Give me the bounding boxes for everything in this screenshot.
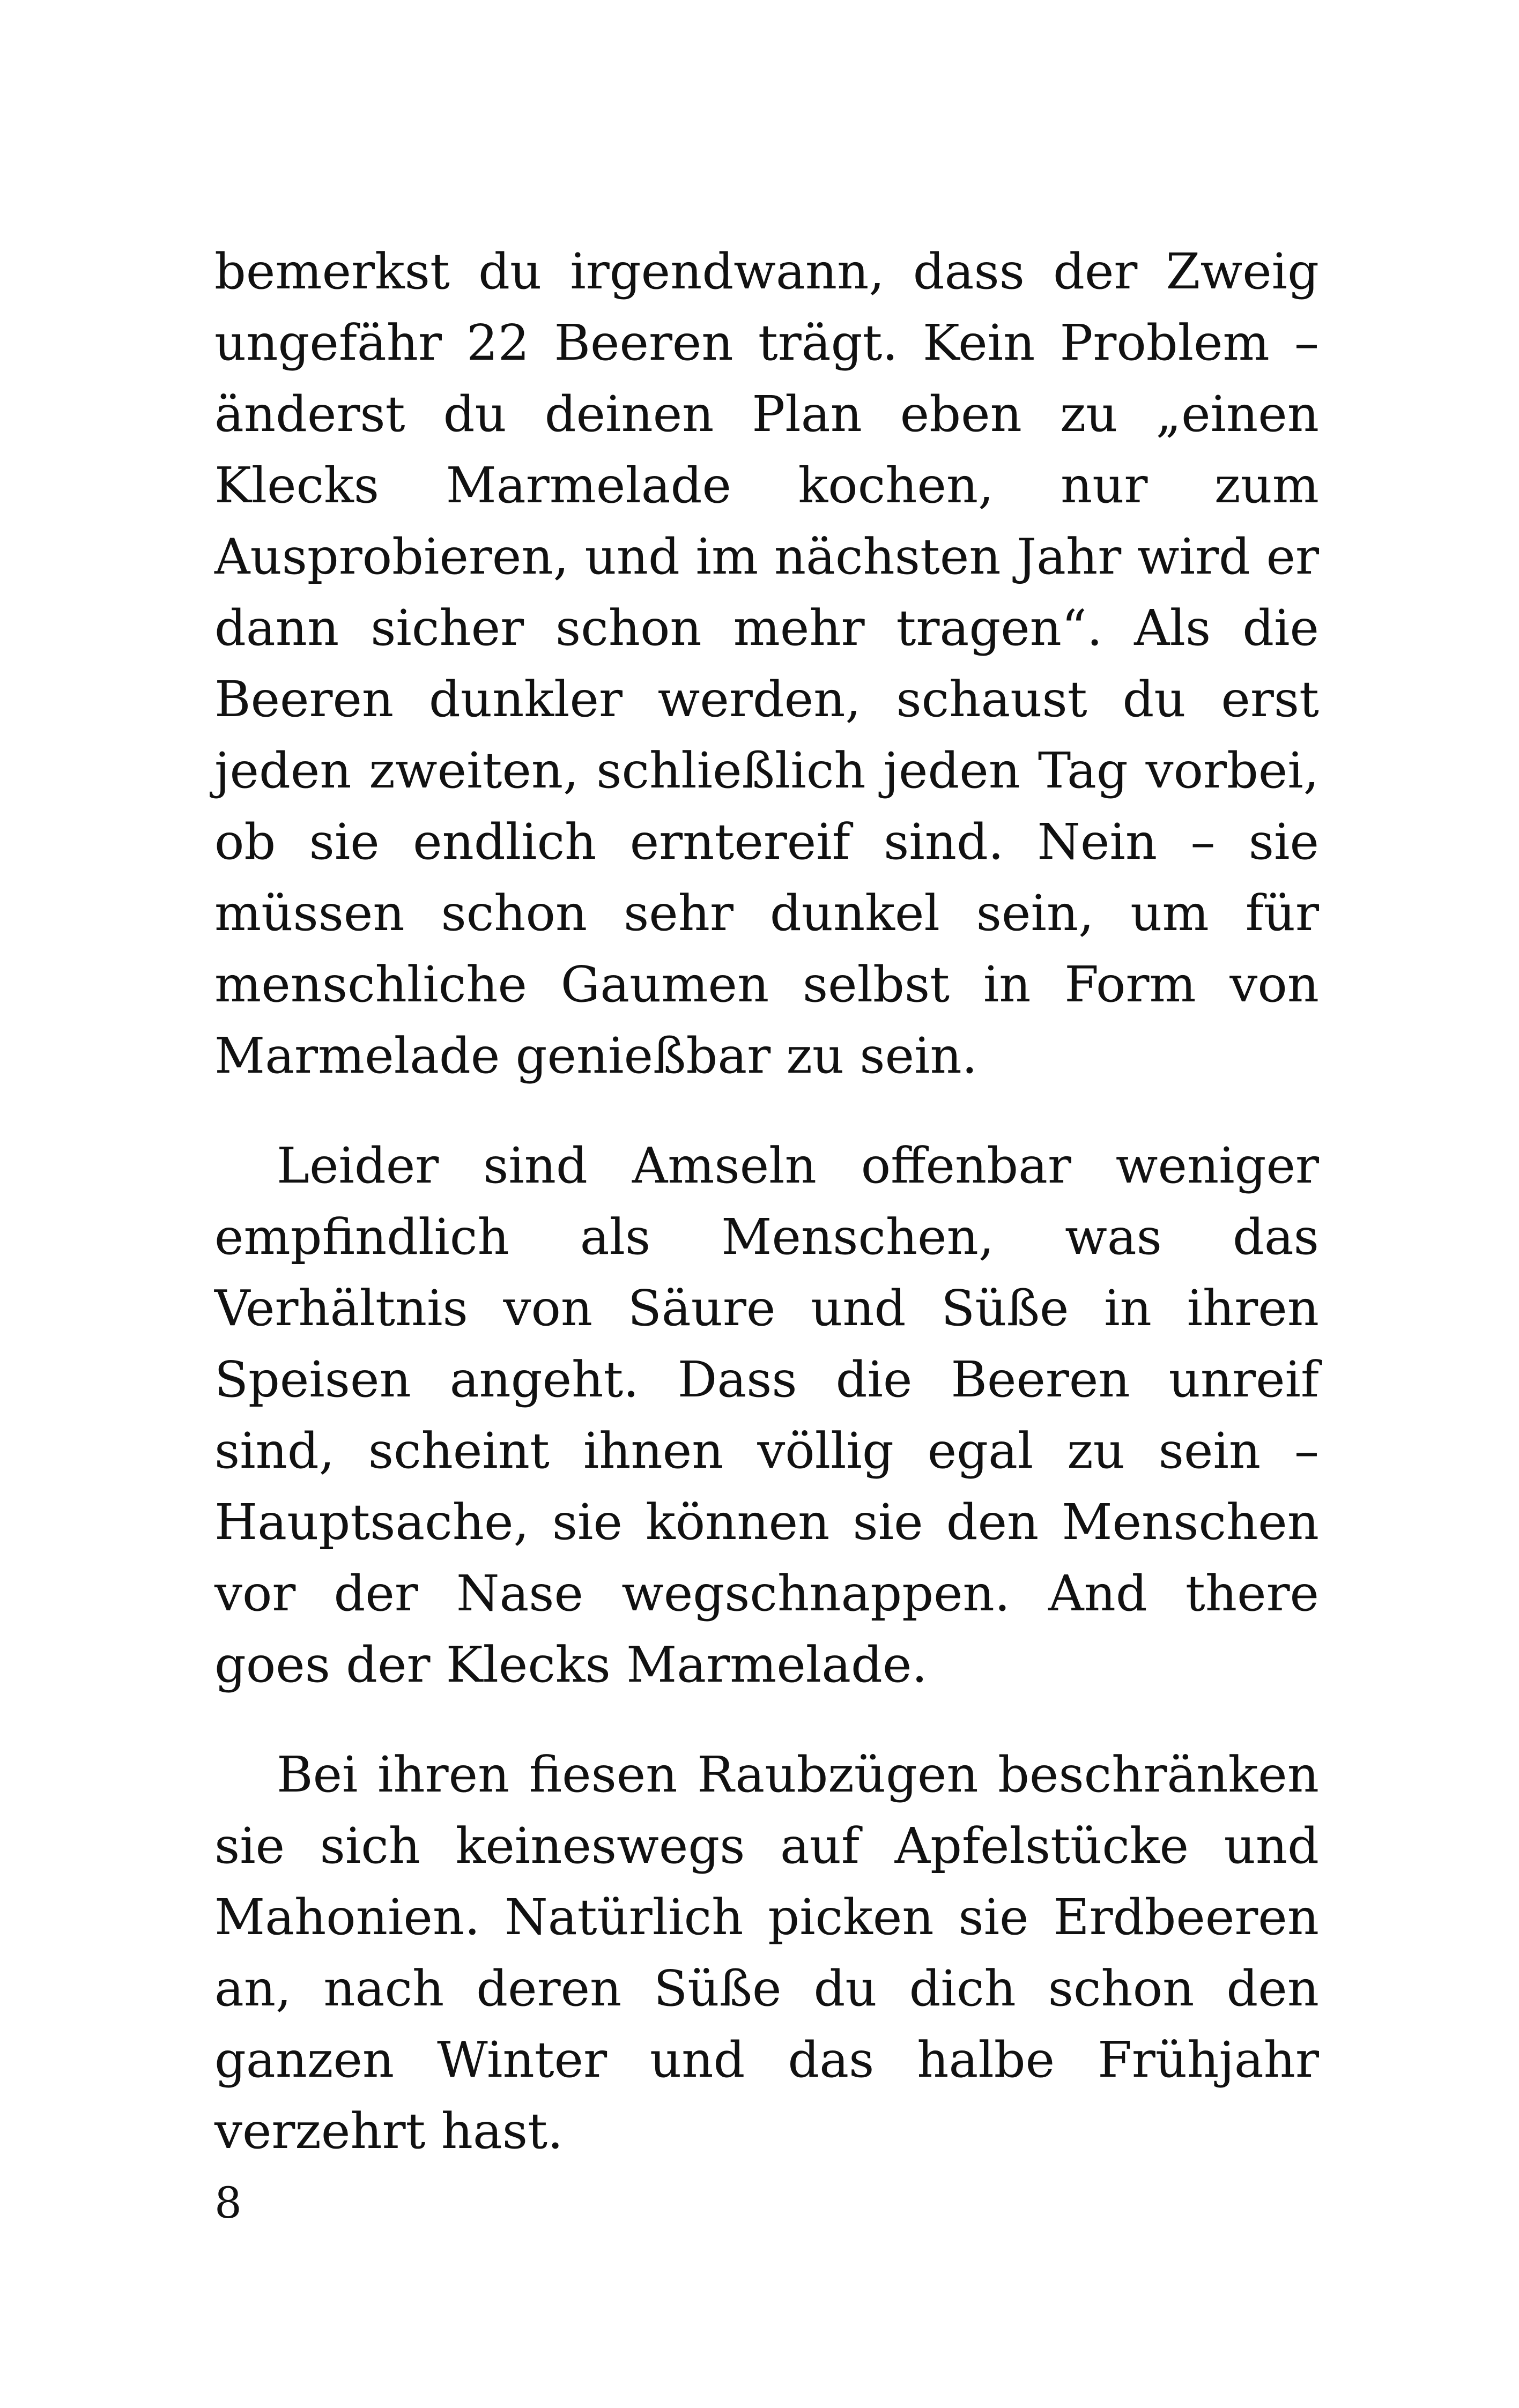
paragraph-1: bemerkst du irgendwann, dass der Zweig ungefähr 22 Beeren trägt. Kein Problem – änderst du deinen Plan eben zu „einen Klecks Marmelade kochen, nur zum Ausprobieren, und im nächsten Jahr wird er dann sicher schon mehr tragen“. Als die Beeren dunkler werden, schaust du erst jeden zweiten, schließlich jeden Tag vorbei, ob sie endlich erntereif sind. Nein – sie müssen schon sehr dunkel sein, um für menschliche Gaumen selbst in Form von Marmelade genießbar zu sein. [214, 243, 1319, 1084]
page-number: 8 [214, 2178, 242, 2228]
paragraph-3: Bei ihren fiesen Raubzügen beschränken sie sich keineswegs auf Apfelstücke und Mahonien. Natürlich picken sie Erdbeeren an, nach deren Süße du dich schon den ganzen Winter und das halbe Frühjahr verzehrt hast. [214, 1746, 1319, 2160]
paragraph-2: Leider sind Amseln offenbar weniger empfindlich als Menschen, was das Verhältnis von Säure und Süße in ihren Speisen angeht. Dass die Beeren unreif sind, scheint ihnen völlig egal zu sein – Hauptsache, sie können sie den Menschen vor der Nase wegschnappen. And there goes der Klecks Marmelade. [214, 1137, 1319, 1693]
body-text [214, 236, 1319, 2167]
